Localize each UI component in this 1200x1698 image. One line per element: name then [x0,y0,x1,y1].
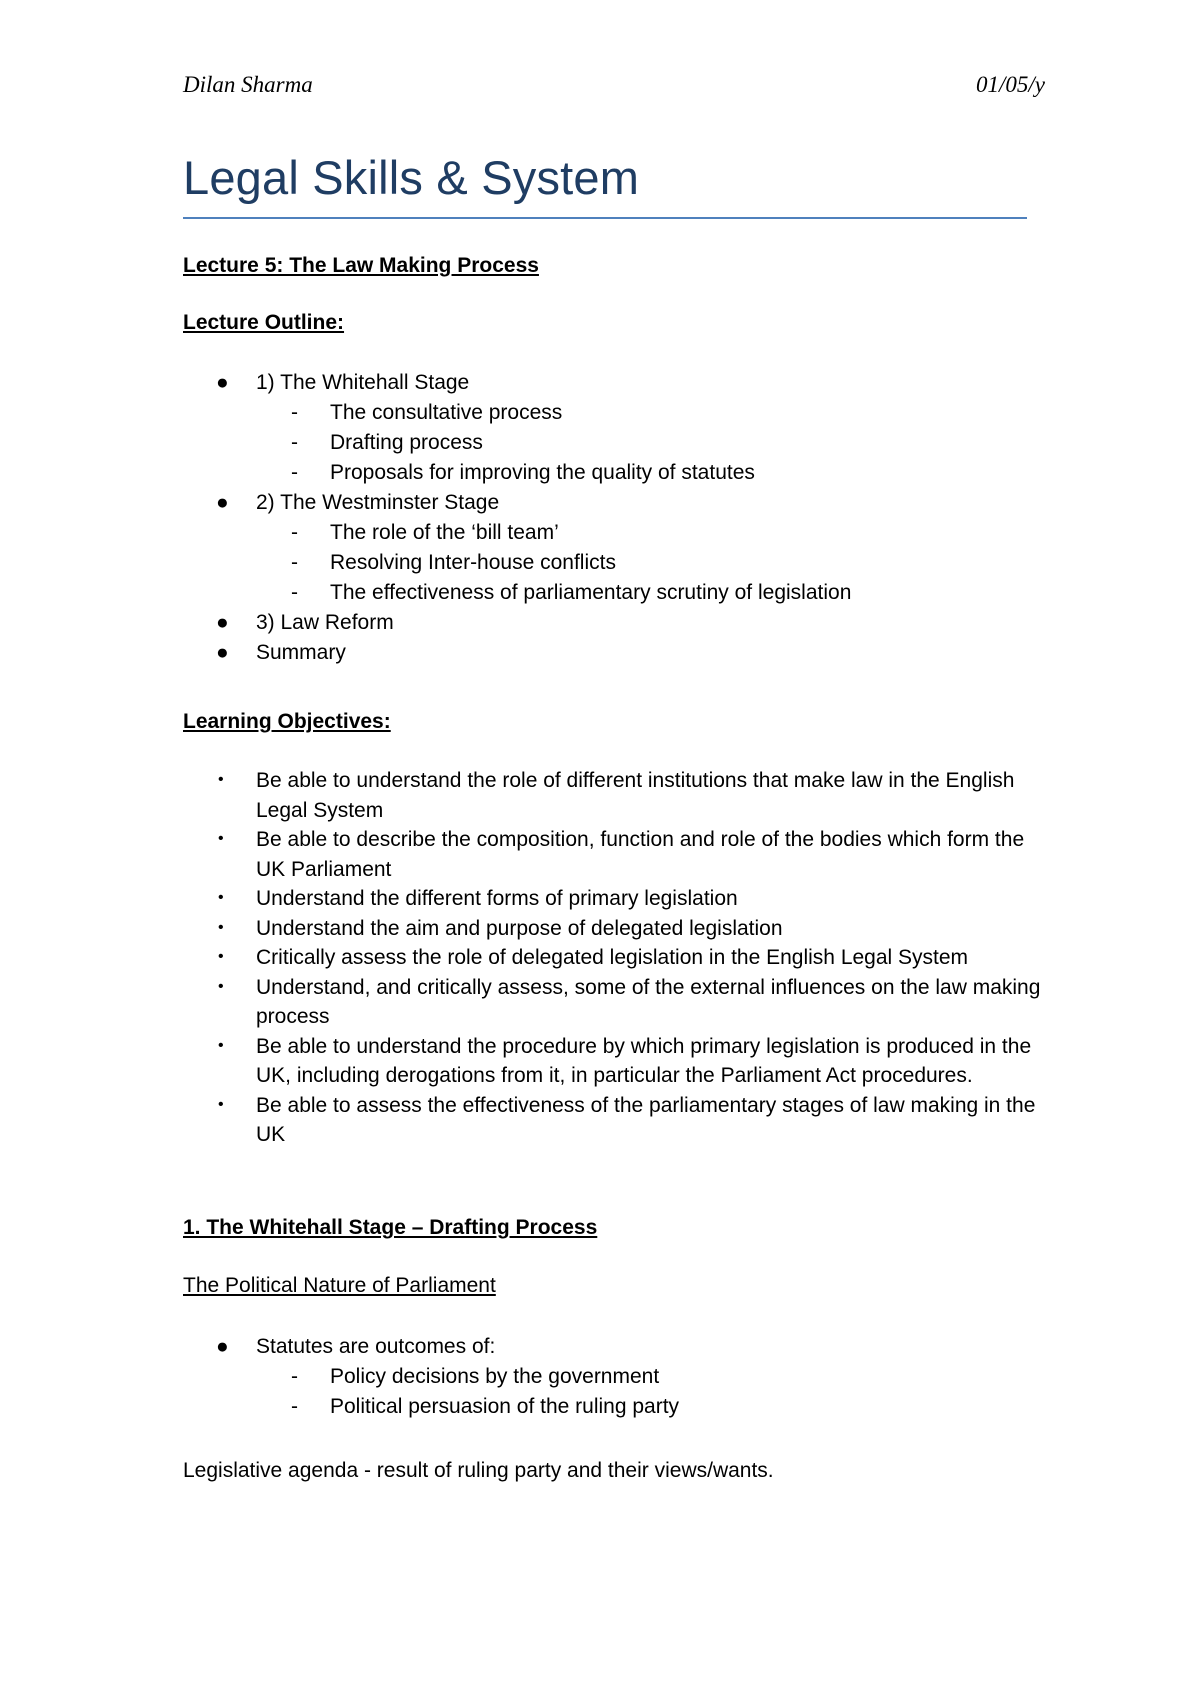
outline-subitem: - The consultative process [183,398,1043,428]
objective-item: • Understand the aim and purpose of delegated legislation [183,914,1043,944]
objectives-heading: Learning Objectives: [183,710,391,733]
objective-item: • Be able to describe the composition, function and role of the bodies which form the UK Parliament [183,825,1043,884]
section1-list [183,1332,1043,1422]
bullet-icon: ● [216,371,229,394]
objective-item: • Critically assess the role of delegated legislation in the English Legal System [183,943,1043,973]
dash-icon: - [291,551,298,574]
bullet-icon: • [218,948,224,965]
outline-item: ● Summary [183,638,1043,668]
outline-item: ● 1) The Whitehall Stage [183,368,1043,398]
bullet-icon: ● [216,611,229,634]
dash-icon: - [291,581,298,604]
title-divider [183,217,1027,219]
outline-subitem: - Proposals for improving the quality of statutes [183,458,1043,488]
header-author: Dilan Sharma [183,72,313,97]
bullet-icon: ● [216,1335,229,1358]
header-date: 01/05/y [976,72,1045,97]
bullet-icon: • [218,1095,224,1113]
section1-subheading: The Political Nature of Parliament [183,1274,496,1297]
dash-icon: - [291,1395,298,1418]
bullet-icon: • [218,977,224,995]
bullet-icon: ● [216,641,229,664]
section1-subitem: - Political persuasion of the ruling party [183,1392,1043,1422]
outline-subitem: - The role of the ‘bill team’ [183,518,1043,548]
dash-icon: - [291,401,298,424]
lecture-heading: Lecture 5: The Law Making Process [183,254,539,277]
outline-heading: Lecture Outline: [183,311,345,334]
outline-subitem: - Drafting process [183,428,1043,458]
document-title: Legal Skills & System [183,151,640,204]
section1-paragraph: Legislative agenda - result of ruling party and their views/wants. [183,1459,774,1482]
outline-item: ● 3) Law Reform [183,608,1043,638]
objective-item: • Be able to assess the effectiveness of the parliamentary stages of law making in the UK [183,1091,1043,1150]
objective-item: • Understand, and critically assess, some of the external influences on the law making process [183,973,1043,1032]
outline-subitem: - Resolving Inter-house conflicts [183,548,1043,578]
section1-subitem: - Policy decisions by the government [183,1362,1043,1392]
section1-item: ● Statutes are outcomes of: [183,1332,1043,1362]
objectives-list [183,766,1043,1150]
outline-item: ● 2) The Westminster Stage [183,488,1043,518]
bullet-icon: • [218,918,224,936]
bullet-icon: • [218,830,224,847]
section1-heading: 1. The Whitehall Stage – Drafting Process [183,1216,598,1239]
dash-icon: - [291,431,298,454]
bullet-icon: • [218,1036,224,1054]
dash-icon: - [291,461,298,484]
objective-item: • Be able to understand the procedure by which primary legislation is produced in the UK, including derogations from it, in particular the Parliament Act procedures. [183,1032,1043,1091]
objective-item: • Understand the different forms of primary legislation [183,884,1043,914]
bullet-icon: • [218,889,224,906]
bullet-icon: • [218,771,224,788]
bullet-icon: ● [216,491,229,514]
objective-item: • Be able to understand the role of different institutions that make law in the English Legal System [183,766,1043,825]
dash-icon: - [291,521,298,544]
outline-subitem: - The effectiveness of parliamentary scrutiny of legislation [183,578,1043,608]
outline-list [183,368,1043,668]
dash-icon: - [291,1365,298,1388]
